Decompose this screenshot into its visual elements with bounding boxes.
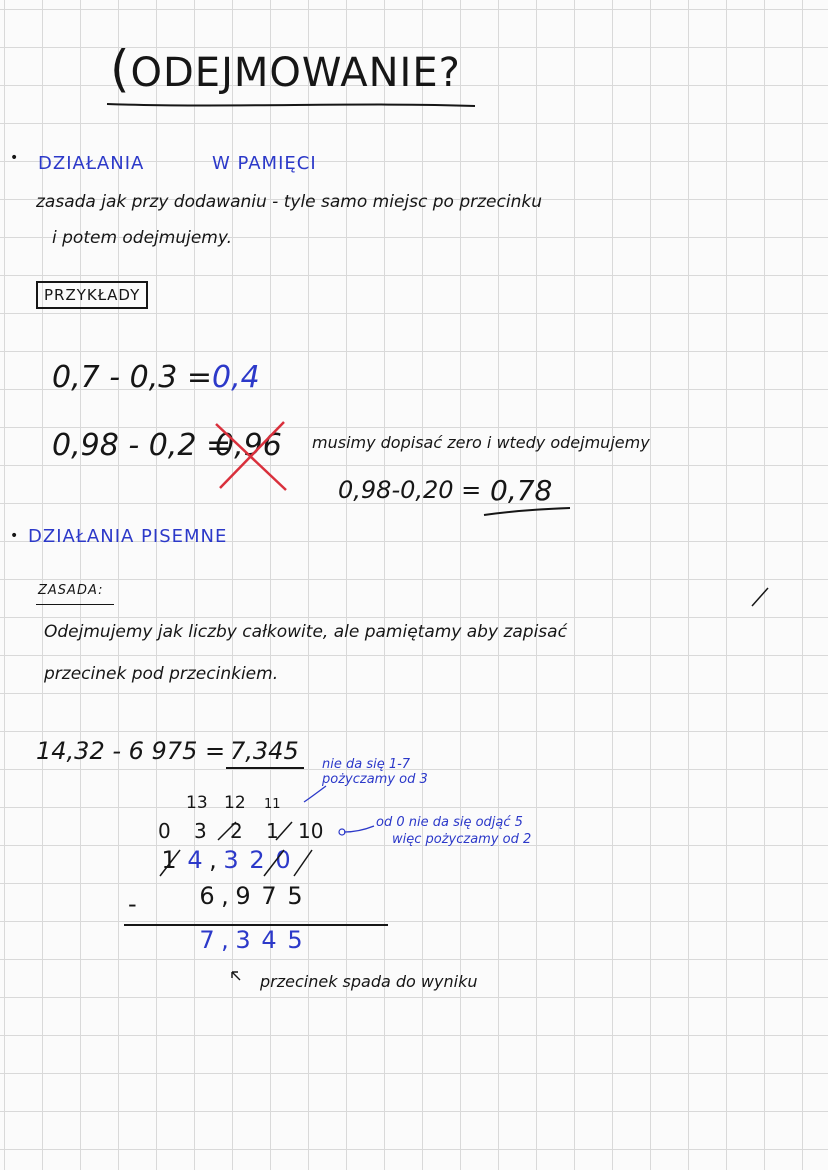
examples-label-box: PRZYKŁADY <box>36 281 148 309</box>
section2-heading: DZIAŁANIA PISEMNE <box>28 526 228 547</box>
section2-rule-line1: Odejmujemy jak liczby całkowite, ale pamiętamy aby zapisać <box>44 622 567 642</box>
result-digit: 5 <box>287 926 303 954</box>
equation-left: 14,32 - 6 975 = <box>36 737 226 765</box>
minuend-comma: , <box>209 846 217 874</box>
borrow-digit: 11 <box>264 797 281 812</box>
fixed-result-underline <box>482 505 574 521</box>
borrow-digit: 0 <box>158 819 171 843</box>
borrow-arrow-icon <box>300 784 330 806</box>
example1-left: 0,7 - 0,3 = <box>52 360 212 395</box>
note-zero-line2: więc pożyczamy od 2 <box>392 832 532 847</box>
result-digit: 7 <box>199 926 215 954</box>
example2-left: 0,98 - 0,2 = <box>52 428 232 463</box>
result-digit: 3 <box>235 926 251 954</box>
example1-result: 0,4 <box>212 360 260 395</box>
rule-label: ZASADA: <box>38 583 104 598</box>
equation-result-underline <box>226 767 304 769</box>
section1-rule-line1: zasada jak przy dodawaniu - tyle samo miejsc po przecinku <box>36 192 542 212</box>
title-underline <box>105 100 485 110</box>
borrow-digit: 13 <box>186 793 208 813</box>
borrow-digit: 10 <box>298 819 324 843</box>
minuend-digit: 3 <box>223 846 239 874</box>
note-zero-line1: od 0 nie da się odjąć 5 <box>376 815 523 830</box>
borrow-digit: 2 <box>230 819 243 843</box>
subtrahend-digit: 9 <box>235 882 251 910</box>
bullet-dot-1: • <box>10 150 19 166</box>
minuend-digit: 0 <box>275 846 291 874</box>
example2-wrong-result: 0,96 <box>215 428 282 463</box>
minuend-digit: 1 <box>161 846 177 874</box>
note-borrow-line1: nie da się 1-7 <box>322 757 411 772</box>
strike-marks <box>210 818 300 844</box>
subtrahend-row <box>194 882 308 910</box>
section1-heading-part1: DZIAŁANIA <box>38 153 145 174</box>
rule-label-underline <box>36 604 114 605</box>
subtrahend-comma: , <box>221 882 229 910</box>
minus-sign: - <box>128 890 137 918</box>
result-row <box>194 926 308 954</box>
example2-note: musimy dopisać zero i wtedy odejmujemy <box>312 433 650 452</box>
borrow-digit: 3 <box>194 819 207 843</box>
comma-arrow-icon <box>230 970 246 986</box>
example2-fixed-result: 0,78 <box>490 474 553 507</box>
note-borrow-line2: pożyczamy od 3 <box>322 772 428 787</box>
comma-note: przecinek spada do wyniku <box>260 972 478 991</box>
subtrahend-digit: 7 <box>261 882 277 910</box>
bullet-dot-2: • <box>10 528 19 544</box>
wrong-answer-cross-icon <box>210 418 292 494</box>
subtrahend-digit: 6 <box>199 882 215 910</box>
result-digit: 4 <box>261 926 277 954</box>
zero-arrow-icon <box>336 820 376 840</box>
section2-rule-line2: przecinek pod przecinkiem. <box>44 664 279 684</box>
borrow-digit: 12 <box>224 793 246 813</box>
minuend-strike-marks <box>156 846 336 880</box>
minuend-digit: 4 <box>187 846 203 874</box>
minuend-digit: 2 <box>249 846 265 874</box>
subtrahend-digit: 5 <box>287 882 303 910</box>
accent-mark-icon <box>750 586 770 608</box>
borrow-digit: 1 <box>266 819 279 843</box>
section1-rule-line2: i potem odejmujemy. <box>52 228 233 248</box>
equation-result: 7,345 <box>230 737 299 765</box>
page-title: (ODEJMOWANIE? <box>110 40 461 98</box>
section1-heading-part2: W PAMIĘCI <box>212 153 317 174</box>
example2-fixed-left: 0,98-0,20 = <box>338 476 482 504</box>
borrow-row1 <box>186 793 281 813</box>
result-comma: , <box>221 926 229 954</box>
